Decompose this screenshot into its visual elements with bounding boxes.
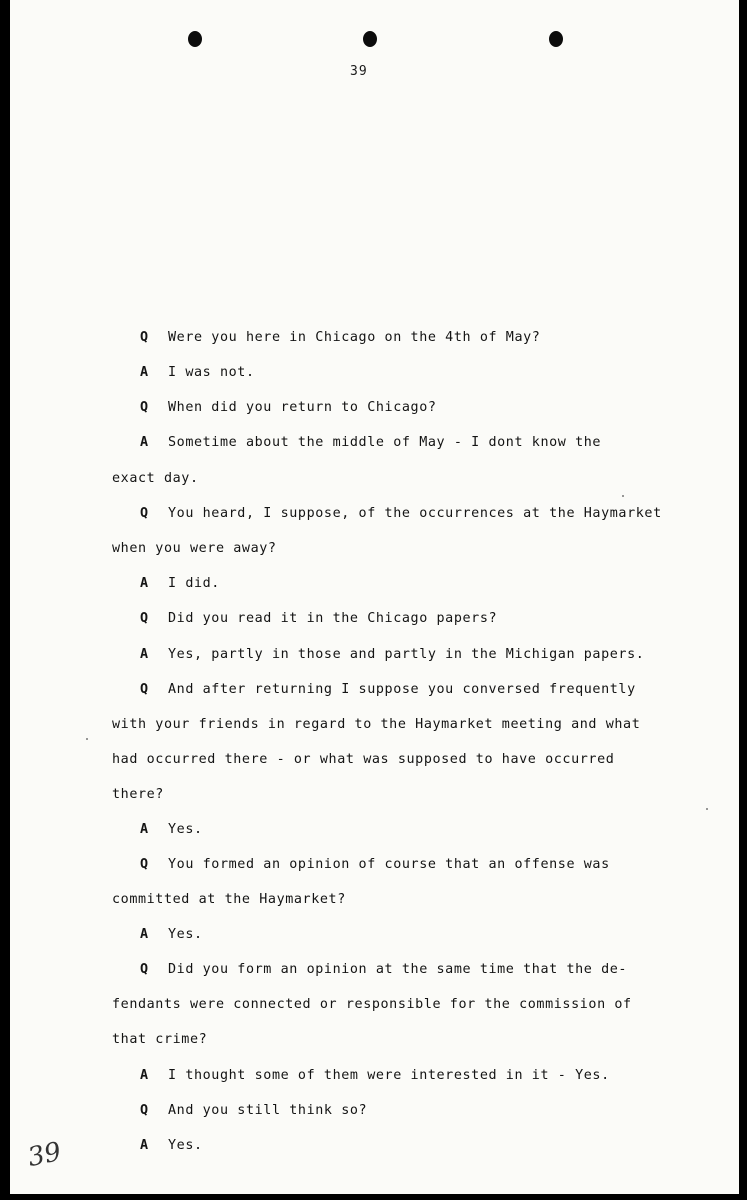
transcript-line: Q Did you read it in the Chicago papers? xyxy=(140,611,498,626)
transcript-line: Q Did you form an opinion at the same time that the de- xyxy=(140,962,628,977)
document-page xyxy=(10,0,739,1194)
transcript-line: A Sometime about the middle of May - I dont know the xyxy=(140,435,602,450)
handwritten-page-number: 39 xyxy=(25,1136,64,1174)
transcript-line: Q And you still think so? xyxy=(140,1103,368,1118)
transcript-line: Q And after returning I suppose you conversed frequently xyxy=(140,682,636,697)
transcript xyxy=(10,0,739,1194)
transcript-line: had occurred there - or what was supposed to have occurred xyxy=(112,752,615,767)
transcript-line: with your friends in regard to the Haymarket meeting and what xyxy=(112,717,641,732)
transcript-line: A Yes, partly in those and partly in the Michigan papers. xyxy=(140,647,645,662)
transcript-line: A I was not. xyxy=(140,365,255,380)
transcript-line: when you were away? xyxy=(112,541,277,556)
transcript-line: Q You formed an opinion of course that an offense was xyxy=(140,857,610,872)
paper-speck xyxy=(86,738,88,740)
paper-speck xyxy=(706,808,708,810)
transcript-line: fendants were connected or responsible for the commission of xyxy=(112,997,632,1012)
transcript-line: Q Were you here in Chicago on the 4th of May? xyxy=(140,330,541,345)
transcript-line: Q You heard, I suppose, of the occurrences at the Haymarket xyxy=(140,506,662,521)
transcript-line: there? xyxy=(112,787,164,802)
transcript-line: A Yes. xyxy=(140,927,203,942)
transcript-line: that crime? xyxy=(112,1032,208,1047)
page-number: 39 xyxy=(350,64,368,79)
transcript-line: A Yes. xyxy=(140,1138,203,1153)
transcript-line: A Yes. xyxy=(140,822,203,837)
transcript-line: exact day. xyxy=(112,471,199,486)
transcript-line: A I did. xyxy=(140,576,220,591)
transcript-line: A I thought some of them were interested in it - Yes. xyxy=(140,1068,610,1083)
transcript-line: committed at the Haymarket? xyxy=(112,892,346,907)
paper-speck xyxy=(622,495,624,497)
transcript-line: Q When did you return to Chicago? xyxy=(140,400,437,415)
